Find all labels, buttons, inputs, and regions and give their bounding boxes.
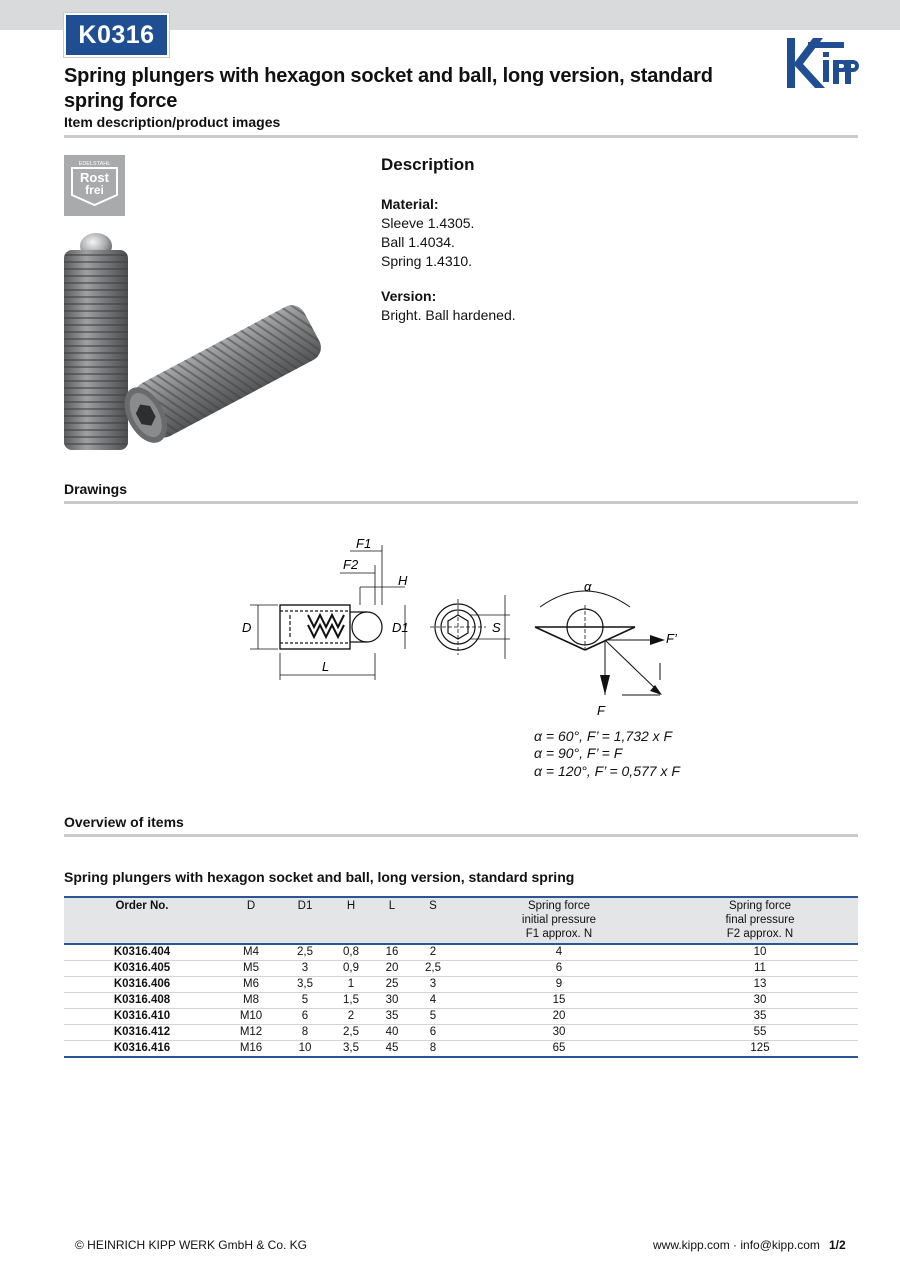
col-d: D bbox=[246, 900, 256, 912]
table-cell: 2,5 bbox=[328, 1025, 374, 1041]
table-cell: 2,5 bbox=[410, 961, 456, 977]
table-cell: 8 bbox=[410, 1041, 456, 1058]
footer-page-number: 1/2 bbox=[829, 1238, 846, 1252]
table-cell: 2 bbox=[328, 1009, 374, 1025]
table-cell: 35 bbox=[374, 1009, 410, 1025]
material-line: Sleeve 1.4305. bbox=[381, 215, 475, 231]
order-number-cell: K0316.412 bbox=[64, 1025, 220, 1041]
badge-line1: Rost bbox=[80, 170, 109, 185]
description-heading: Description bbox=[381, 155, 475, 174]
formula-line: α = 120°, F’ = 0,577 x F bbox=[534, 763, 680, 779]
table-cell: 3,5 bbox=[328, 1041, 374, 1058]
kipp-logo bbox=[783, 36, 859, 92]
table-row bbox=[64, 1009, 858, 1025]
table-cell: 4 bbox=[456, 944, 662, 961]
table-row bbox=[64, 993, 858, 1009]
table-cell: 10 bbox=[282, 1041, 328, 1058]
table-cell: 40 bbox=[374, 1025, 410, 1041]
order-number-cell: K0316.406 bbox=[64, 977, 220, 993]
table-cell: M16 bbox=[220, 1041, 282, 1058]
order-number-cell: K0316.404 bbox=[64, 944, 220, 961]
table-cell: 2,5 bbox=[282, 944, 328, 961]
material-line: Spring 1.4310. bbox=[381, 253, 473, 269]
table-row bbox=[64, 977, 858, 993]
table-cell: 65 bbox=[456, 1041, 662, 1058]
page-title: Spring plungers with hexagon socket and ball, long version, standard spring force bbox=[64, 65, 713, 112]
formula-line: α = 90°, F’ = F bbox=[534, 745, 623, 761]
col-f2-line: F2 approx. N bbox=[726, 928, 794, 940]
version-label: Version: bbox=[381, 288, 437, 304]
formula-line: α = 60°, F’ = 1,732 x F bbox=[534, 728, 673, 744]
label-h: H bbox=[398, 573, 408, 588]
table-cell: 55 bbox=[662, 1025, 858, 1041]
table-cell: 1 bbox=[328, 977, 374, 993]
col-h: H bbox=[346, 900, 356, 912]
item-code-badge: K0316 bbox=[64, 13, 169, 57]
table-title: Spring plungers with hexagon socket and ball, long version, standard spring bbox=[64, 869, 575, 885]
col-f1 bbox=[456, 897, 662, 944]
table-cell: M12 bbox=[220, 1025, 282, 1041]
table-cell: 2 bbox=[410, 944, 456, 961]
label-l: L bbox=[322, 659, 330, 674]
table-cell: 15 bbox=[456, 993, 662, 1009]
table-cell: 13 bbox=[662, 977, 858, 993]
overview-divider bbox=[64, 834, 858, 837]
table-cell: M10 bbox=[220, 1009, 282, 1025]
table-cell: 20 bbox=[374, 961, 410, 977]
table-cell: 25 bbox=[374, 977, 410, 993]
material-line: Ball 1.4034. bbox=[381, 234, 455, 250]
version-text: Bright. Ball hardened. bbox=[381, 307, 516, 323]
table-row bbox=[64, 961, 858, 977]
table-cell: M8 bbox=[220, 993, 282, 1009]
order-number-cell: K0316.410 bbox=[64, 1009, 220, 1025]
items-table bbox=[64, 896, 858, 1058]
table-cell: 3,5 bbox=[282, 977, 328, 993]
table-row bbox=[64, 944, 858, 961]
label-d: D bbox=[242, 620, 252, 635]
table-cell: M5 bbox=[220, 961, 282, 977]
table-cell: 11 bbox=[662, 961, 858, 977]
overview-heading: Overview of items bbox=[64, 814, 184, 830]
col-order-no: Order No. bbox=[115, 900, 169, 912]
label-s: S bbox=[492, 620, 501, 635]
table-cell: 6 bbox=[410, 1025, 456, 1041]
header-divider bbox=[64, 135, 858, 138]
footer-copyright: © HEINRICH KIPP WERK GmbH & Co. KG bbox=[75, 1238, 307, 1252]
table-cell: 1,5 bbox=[328, 993, 374, 1009]
table-cell: M6 bbox=[220, 977, 282, 993]
col-f2 bbox=[662, 897, 858, 944]
table-cell: 3 bbox=[410, 977, 456, 993]
table-header-row bbox=[64, 897, 858, 944]
table-cell: 4 bbox=[410, 993, 456, 1009]
material-label: Material: bbox=[381, 196, 439, 212]
table-cell: 45 bbox=[374, 1041, 410, 1058]
table-cell: 30 bbox=[374, 993, 410, 1009]
stainless-badge bbox=[64, 155, 125, 216]
table-cell: 5 bbox=[282, 993, 328, 1009]
product-photo bbox=[64, 228, 324, 458]
table-cell: 6 bbox=[282, 1009, 328, 1025]
table-cell: 30 bbox=[662, 993, 858, 1009]
table-row bbox=[64, 1041, 858, 1058]
table-cell: 8 bbox=[282, 1025, 328, 1041]
col-f1-line: initial pressure bbox=[521, 914, 597, 926]
table-row bbox=[64, 1025, 858, 1041]
table-cell: 3 bbox=[282, 961, 328, 977]
table-cell: 16 bbox=[374, 944, 410, 961]
table-cell: 5 bbox=[410, 1009, 456, 1025]
table-cell: 30 bbox=[456, 1025, 662, 1041]
drawings-heading: Drawings bbox=[64, 481, 128, 497]
label-d1: D1 bbox=[392, 620, 409, 635]
col-d1: D1 bbox=[297, 900, 313, 912]
badge-top-text: EDELSTAHL bbox=[78, 161, 111, 167]
table-cell: 9 bbox=[456, 977, 662, 993]
order-number-cell: K0316.405 bbox=[64, 961, 220, 977]
col-f2-line: Spring force bbox=[728, 900, 791, 912]
page-subtitle: Item description/product images bbox=[64, 114, 281, 130]
label-alpha: α bbox=[584, 579, 592, 594]
table-cell: 125 bbox=[662, 1041, 858, 1058]
label-fprime: F’ bbox=[666, 631, 677, 646]
col-f1-line: F1 approx. N bbox=[525, 928, 593, 940]
footer-contact[interactable]: www.kipp.com · info@kipp.com bbox=[653, 1238, 820, 1252]
label-f: F bbox=[597, 703, 605, 718]
order-number-cell: K0316.416 bbox=[64, 1041, 220, 1058]
label-f1: F1 bbox=[356, 536, 372, 551]
table-cell: 20 bbox=[456, 1009, 662, 1025]
table-cell: 0,9 bbox=[328, 961, 374, 977]
table-cell: 10 bbox=[662, 944, 858, 961]
table-cell: M4 bbox=[220, 944, 282, 961]
col-f2-line: final pressure bbox=[725, 914, 795, 926]
drawings-divider bbox=[64, 501, 858, 504]
col-s: S bbox=[429, 900, 437, 912]
description-block bbox=[381, 155, 841, 325]
table-cell: 35 bbox=[662, 1009, 858, 1025]
badge-line2: frei bbox=[85, 183, 104, 197]
label-f2: F2 bbox=[343, 557, 359, 572]
table-cell: 0,8 bbox=[328, 944, 374, 961]
col-l: L bbox=[388, 900, 396, 912]
order-number-cell: K0316.408 bbox=[64, 993, 220, 1009]
col-f1-line: Spring force bbox=[527, 900, 590, 912]
table-cell: 6 bbox=[456, 961, 662, 977]
